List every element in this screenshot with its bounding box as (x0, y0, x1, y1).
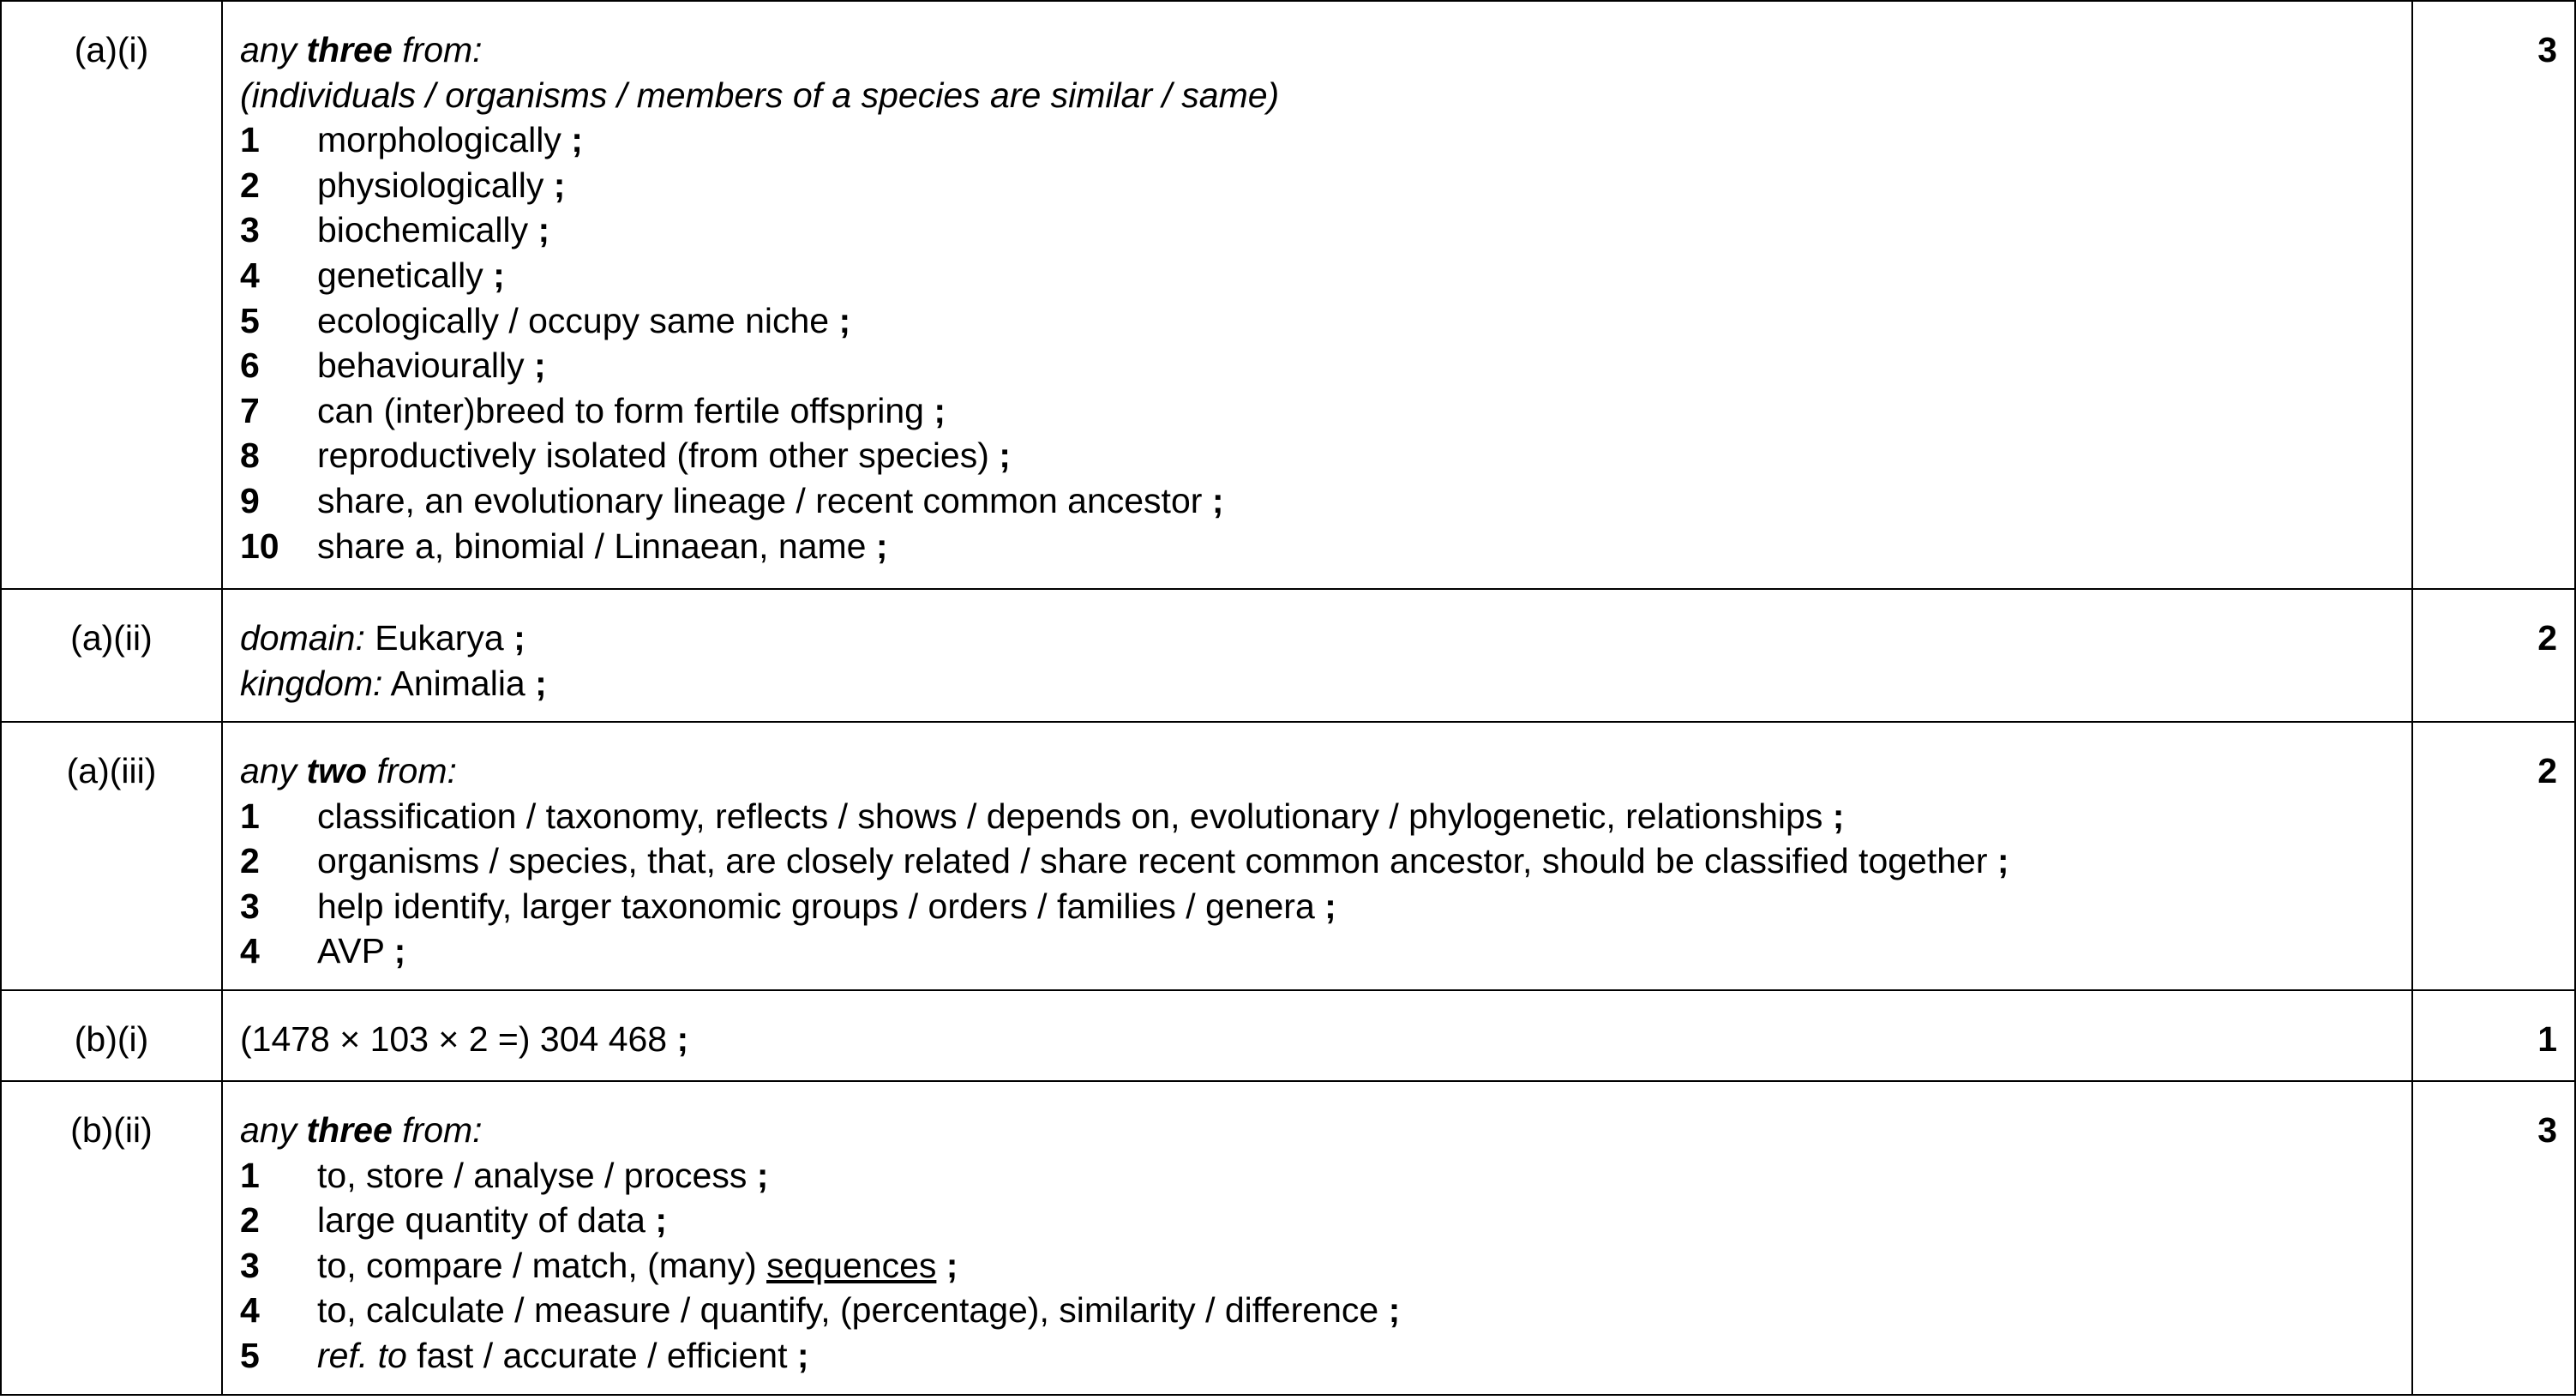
marking-point: 3 help identify, larger taxonomic groups / orders / families / genera ; (240, 886, 1336, 926)
marking-point: 10 share a, binomial / Linnaean, name ; (240, 526, 888, 566)
answer-cell (222, 589, 2412, 722)
table-row (1, 1, 2575, 589)
marking-point: 7 can (inter)breed to form fertile offspring ; (240, 390, 946, 430)
table-row (1, 589, 2575, 722)
marking-point: 1 classification / taxonomy, reflects / shows / depends on, evolutionary / phylogenetic, relationships ; (240, 796, 1845, 836)
marks-cell (2412, 589, 2575, 722)
question-number: (b)(ii) (70, 1110, 153, 1150)
marking-point: 2 large quantity of data ; (240, 1200, 667, 1241)
marks-value: 3 (2537, 30, 2557, 69)
marking-point: 5 ecologically / occupy same niche ; (240, 300, 851, 340)
question-number: (a)(ii) (70, 618, 153, 658)
table-row (1, 990, 2575, 1081)
question-number-cell (1, 1, 222, 589)
marks-cell (2412, 1, 2575, 589)
underlined-keyword: sequences (766, 1245, 937, 1285)
marking-point: 1 morphologically ; (240, 120, 583, 160)
marking-point: 4 to, calculate / measure / quantify, (percentage), similarity / difference ; (240, 1290, 1401, 1331)
marking-point: 2 physiologically ; (240, 165, 566, 205)
question-number-cell (1, 589, 222, 722)
marking-point: 4 AVP ; (240, 931, 406, 971)
marks-cell (2412, 990, 2575, 1081)
marks-cell (2412, 1081, 2575, 1395)
answer-cell (222, 722, 2412, 990)
answer-intro: any two from: (240, 751, 457, 790)
marking-point: 6 behaviourally ; (240, 345, 546, 386)
answer-line-kingdom: kingdom: Animalia ; (240, 663, 547, 703)
answer-intro: any three from: (240, 1110, 483, 1150)
answer-cell (222, 1081, 2412, 1395)
table-row (1, 722, 2575, 990)
answer-cell (222, 990, 2412, 1081)
answer-line-domain: domain: Eukarya ; (240, 618, 525, 658)
marking-point: 2 organisms / species, that, are closely related / share recent common ancestor, should be classified together ; (240, 841, 2009, 881)
marking-point: 1 to, store / analyse / process ; (240, 1155, 769, 1195)
answer-note: (individuals / organisms / members of a species are similar / same) (240, 75, 1280, 115)
question-number: (b)(i) (74, 1019, 149, 1059)
marks-value: 2 (2537, 751, 2557, 790)
marks-value: 1 (2537, 1019, 2557, 1059)
marking-point: 8 reproductively isolated (from other species) ; (240, 436, 1011, 476)
answer-intro: any three from: (240, 30, 483, 69)
question-number-cell (1, 990, 222, 1081)
marking-point: 5 ref. to fast / accurate / efficient ; (240, 1335, 809, 1375)
marking-point: 3 to, compare / match, (many) sequences ; (240, 1245, 958, 1285)
marks-cell (2412, 722, 2575, 990)
question-number-cell (1, 1081, 222, 1395)
marks-value: 3 (2537, 1110, 2557, 1150)
question-number: (a)(i) (74, 30, 149, 69)
table-row (1, 1081, 2575, 1395)
answer-cell (222, 1, 2412, 589)
marking-point: 4 genetically ; (240, 255, 505, 295)
question-number: (a)(iii) (66, 751, 157, 790)
marking-point: 3 biochemically ; (240, 210, 550, 250)
answer-calculation: (1478 × 103 × 2 =) 304 468 ; (240, 1019, 689, 1059)
marking-point: 9 share, an evolutionary lineage / recent common ancestor ; (240, 480, 1224, 520)
marks-value: 2 (2537, 618, 2557, 658)
question-number-cell (1, 722, 222, 990)
